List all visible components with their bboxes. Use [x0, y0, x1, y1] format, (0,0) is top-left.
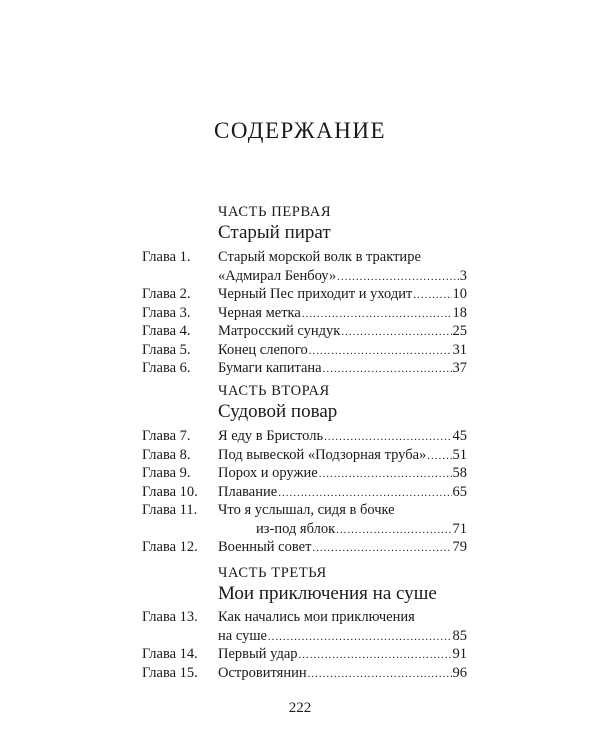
chapter-title: Плавание [218, 483, 278, 500]
chapter-number: Глава 15. [142, 664, 198, 681]
chapter-title-line: Что я услышал, сидя в бочке [218, 502, 395, 518]
toc-entry[interactable] [142, 341, 467, 360]
dot-leader [308, 665, 452, 684]
toc-entry[interactable] [142, 664, 467, 683]
part-label: ЧАСТЬ ПЕРВАЯ [218, 204, 332, 220]
part-title: Старый пират [218, 222, 331, 243]
toc-entry[interactable] [142, 322, 467, 341]
page-number: 222 [288, 700, 312, 716]
page-ref: 45 [452, 428, 467, 444]
chapter-title: «Адмирал Бенбоу» [218, 267, 337, 284]
part-title: Судовой повар [218, 401, 338, 422]
dot-leader [268, 628, 452, 647]
dot-leader [323, 360, 452, 379]
dot-leader [341, 323, 451, 342]
chapter-title: Под вывеской «Подзорная труба» [218, 446, 427, 463]
chapter-number: Глава 13. [142, 609, 198, 625]
toc-entry[interactable] [142, 501, 467, 538]
page-ref: 31 [452, 341, 467, 358]
part-title: Мои приключения на суше [218, 583, 437, 604]
chapter-title: Бумаги капитана [218, 360, 322, 376]
page-ref: 65 [452, 483, 467, 500]
chapter-list-part-3 [142, 608, 467, 682]
chapter-number: Глава 4. [142, 323, 191, 339]
page-ref: 3 [459, 267, 467, 284]
part-heading-2 [218, 382, 337, 424]
page-ref: 37 [452, 360, 467, 376]
toc-entry[interactable] [142, 427, 467, 446]
dot-leader [312, 539, 451, 558]
toc-entry[interactable] [142, 304, 467, 323]
chapter-number: Глава 9. [142, 465, 191, 481]
chapter-title: на суше [218, 627, 267, 644]
dot-leader [299, 646, 452, 665]
chapter-number: Глава 3. [142, 304, 191, 321]
chapter-title: Черный Пес приходит и уходит [218, 286, 413, 302]
chapter-list-part-2 [142, 427, 467, 557]
chapter-title: Я еду в Бристоль [218, 428, 324, 444]
dot-leader [413, 286, 451, 305]
dot-leader [319, 465, 452, 484]
page-ref: 25 [452, 323, 467, 339]
page-ref: 85 [452, 627, 467, 644]
dot-leader [337, 268, 459, 287]
page-ref: 58 [452, 465, 467, 481]
chapter-title: Островитянин [218, 664, 307, 681]
chapter-title-line: Старый морской волк в трактире [218, 249, 421, 265]
dot-leader [324, 428, 451, 447]
chapter-number: Глава 5. [142, 341, 191, 358]
chapter-title: Матросский сундук [218, 323, 341, 339]
chapter-number: Глава 6. [142, 360, 191, 376]
part-label: ЧАСТЬ ВТОРАЯ [218, 383, 330, 399]
dot-leader [309, 342, 452, 361]
toc-entry[interactable] [142, 248, 467, 285]
dot-leader [336, 521, 451, 540]
page-ref: 96 [452, 664, 467, 681]
chapter-number: Глава 8. [142, 446, 191, 463]
chapter-number: Глава 7. [142, 428, 191, 444]
page-title: СОДЕРЖАНИЕ [213, 118, 386, 143]
chapter-title: из-под яблок [256, 520, 336, 537]
chapter-number: Глава 1. [142, 249, 191, 265]
toc-entry[interactable] [142, 285, 467, 304]
toc-entry[interactable] [142, 446, 467, 465]
part-heading-1 [218, 203, 331, 245]
page-ref: 71 [452, 520, 467, 537]
toc-entry[interactable] [142, 645, 467, 664]
part-label: ЧАСТЬ ТРЕТЬЯ [218, 565, 327, 581]
chapter-number: Глава 14. [142, 646, 198, 662]
chapter-title-line: Как начались мои приключения [218, 609, 415, 625]
page-ref: 91 [452, 646, 467, 662]
dot-leader [302, 305, 452, 324]
chapter-title: Порох и оружие [218, 465, 318, 481]
chapter-title: Черная метка [218, 304, 301, 321]
toc-entry[interactable] [142, 538, 467, 557]
chapter-number: Глава 10. [142, 483, 198, 500]
page-ref: 51 [452, 446, 467, 463]
chapter-title: Военный совет [218, 539, 312, 555]
dot-leader [427, 447, 451, 466]
page-ref: 18 [452, 304, 467, 321]
chapter-number: Глава 12. [142, 539, 198, 555]
chapter-title: Конец слепого [218, 341, 308, 358]
part-heading-3 [218, 564, 437, 606]
dot-leader [278, 484, 451, 503]
chapter-number: Глава 2. [142, 286, 191, 302]
toc-entry[interactable] [142, 483, 467, 502]
toc-entry[interactable] [142, 464, 467, 483]
page-ref: 79 [452, 539, 467, 555]
page-ref: 10 [452, 286, 467, 302]
toc-entry[interactable] [142, 608, 467, 645]
toc-entry[interactable] [142, 359, 467, 378]
chapter-number: Глава 11. [142, 502, 198, 518]
chapter-title: Первый удар [218, 646, 298, 662]
chapter-list-part-1 [142, 248, 467, 378]
